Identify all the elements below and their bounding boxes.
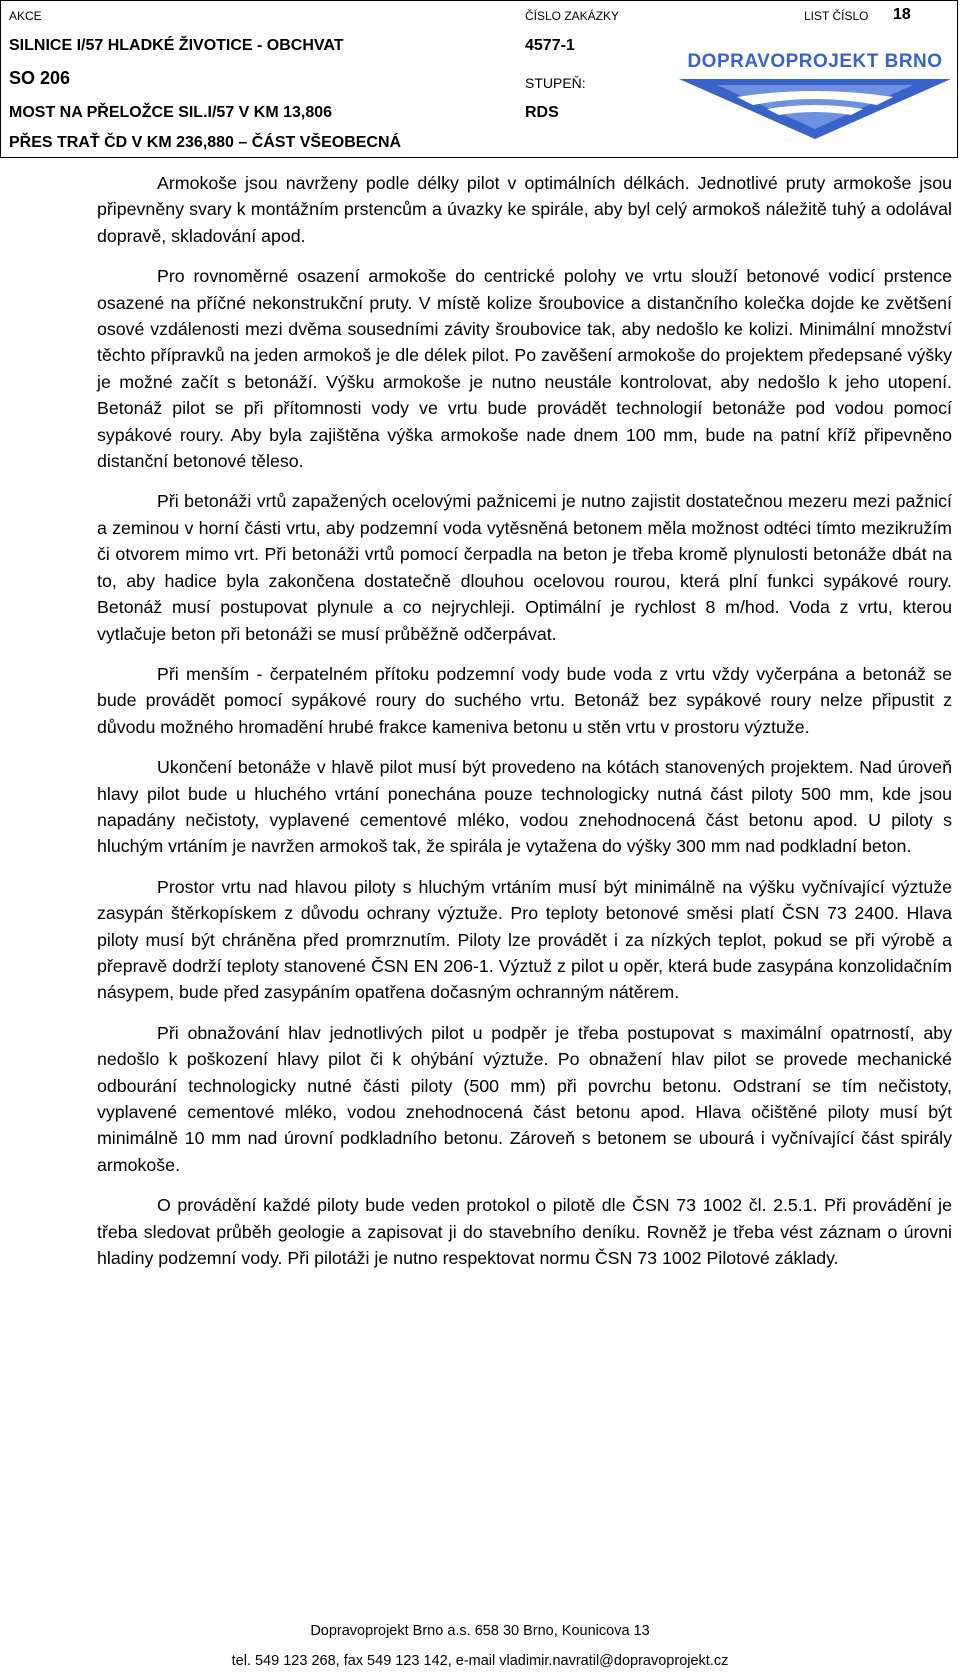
document-body: [97, 170, 952, 1285]
so-number: SO 206: [9, 68, 71, 88]
paragraph-8: O provádění každé piloty bude veden protokol o pilotě dle ČSN 73 1002 čl. 2.5.1. Při provádění je třeba sledovat průběh geologie a zapisovat ji do stavebního deníku. Rovněž je třeba vést záznam o úrovni hladiny podzemní vody. Při pilotáži je nutno respektovat normu ČSN 73 1002 Pilotové základy.: [97, 1195, 952, 1269]
paragraph-1: Armokoše jsou navrženy podle délky pilot v optimálních délkách. Jednotlivé pruty armokoše jsou připevněny svary k montážním prstencům a úvazky ke spirále, aby byl celý armokoš náležitě tuhý a odolával dopravě, skladování apod.: [97, 173, 952, 246]
project-name-line4: PŘES TRAŤ ČD V KM 236,880 – ČÁST VŠEOBECNÁ: [9, 134, 402, 151]
paragraph-4: Při menším - čerpatelném přítoku podzemní vody bude voda z vrtu vždy vyčerpána a betonáž se bude provádět pomocí sypákové roury do suchého vrtu. Betonáž bez sypákové roury nelze připustit z důvodu možného hromadění hrubé frakce kameniva betonu u stěn vrtu v prostoru výztuže.: [97, 663, 952, 737]
footer-contact: tel. 549 123 268, fax 549 123 142, e-mail vladimir.navratil@dopravoprojekt.cz: [231, 1653, 729, 1669]
logo-text: DOPRAVOPROJEKT BRNO: [687, 51, 943, 72]
zakazka-value: 4577-1: [525, 37, 575, 54]
paragraph-2: Pro rovnoměrné osazení armokoše do centrické polohy ve vrtu slouží betonové vodicí prstence osazené na příčné nekonstrukční pruty. V místě kolize šroubovice a distančního kolečka dojde ke zvětšení osové vzdálenosti mezi dvěma sousedními závity šroubovice tak, aby nedošlo ke kolizi. Minimální množství těchto přípravků na jeden armokoš je dle délek pilot. Po zavěšení armokoše do projektem předepsané výšky je možné začít s betonáží. Výšku armokoše je nutno neustále kontrolovat, aby nedošlo k jeho utopení. Betonáž pilot se při přítomnosti vody ve vrtu bude provádět technologií betonáže pod vodou pomocí sypákové roury. Aby byla zajištěna výška armokoše nade dnem 100 mm, bude na patní kříž připevněno distanční betonové těleso.: [97, 266, 952, 472]
title-block: [0, 0, 958, 158]
stupen-value: RDS: [525, 104, 559, 121]
zakazka-label: ČÍSLO ZAKÁZKY: [525, 9, 620, 23]
project-name-line3: MOST NA PŘELOŽCE SIL.I/57 V KM 13,806: [9, 104, 333, 121]
list-value: 18: [893, 6, 911, 23]
paragraph-6: Prostor vrtu nad hlavou piloty s hluchým vrtáním musí být minimálně na výšku vyčnívající výztuže zasypán štěrkopískem z důvodu ochrany výztuže. Pro teploty betonové směsi platí ČSN 73 2400. Hlava piloty musí být chráněna před promrznutím. Piloty lze provádět i za nízkých teplot, pokud se při výrobě a přepravě dodrží teploty stanovené ČSN EN 206-1. Výztuž z pilot u opěr, která bude zasypána konzolidačním násypem, bude před zasypáním opatřena dočasným ochranným nátěrem.: [97, 876, 952, 1003]
footer-address: Dopravoprojekt Brno a.s. 658 30 Brno, Kounicova 13: [310, 1623, 650, 1639]
company-logo: [677, 47, 953, 143]
project-name-line1: SILNICE I/57 HLADKÉ ŽIVOTICE - OBCHVAT: [9, 37, 344, 54]
list-label: LIST ČÍSLO: [804, 9, 869, 23]
stupen-label: STUPEŇ:: [525, 75, 586, 91]
paragraph-5: Ukončení betonáže v hlavě pilot musí být provedeno na kótách stanovených projektem. Nad úroveň hlavy pilot bude u hluchého vrtání ponechána pouze technologicky nutná část piloty 500 mm, kde jsou napadány nečistoty, vyplavené cementové mléko, vodou znehodnocená část betonu apod. U piloty s hluchým vrtáním je navržen armokoš tak, že spirála je vytažena do výšky 300 mm nad podkladní beton.: [97, 757, 952, 857]
akce-label: AKCE: [9, 9, 42, 23]
paragraph-3: Při betonáži vrtů zapažených ocelovými pažnicemi je nutno zajistit dostatečnou mezeru mezi pažnicí a zeminou v horní části vrtu, aby podzemní voda vytěsněná betonem měla možnost odtéci tímto mezikružím či otvorem mimo vrt. Při betonáži vrtů pomocí čerpadla na beton je třeba kromě plynulosti betonáže dbát na to, aby hadice byla zakončena dostatečně dlouhou ocelovou rourou, která plní funkci sypákové roury. Betonáž musí postupovat plynule a co nejrychleji. Optimální je rychlost 8 m/hod. Voda z vrtu, kterou vytlačuje beton při betonáži se musí průběžně odčerpávat.: [97, 491, 952, 644]
paragraph-7: Při obnažování hlav jednotlivých pilot u podpěr je třeba postupovat s maximální opatrností, aby nedošlo k poškození hlavy pilot či k ohýbání výztuže. Po obnažení hlav pilot se provede mechanické odbourání technologicky nutné části piloty (500 mm) při povrchu betonu. Odstraní se tím nečistoty, vyplavené cementové mléko, vodou znehodnocená část betonu apod. Hlava očištěné piloty musí být minimálně 10 mm nad úrovní podkladního betonu. Zároveň s betonem se ubourá i vyčnívající část spirály armokoše.: [97, 1022, 952, 1175]
logo-emblem-icon: [677, 47, 953, 143]
